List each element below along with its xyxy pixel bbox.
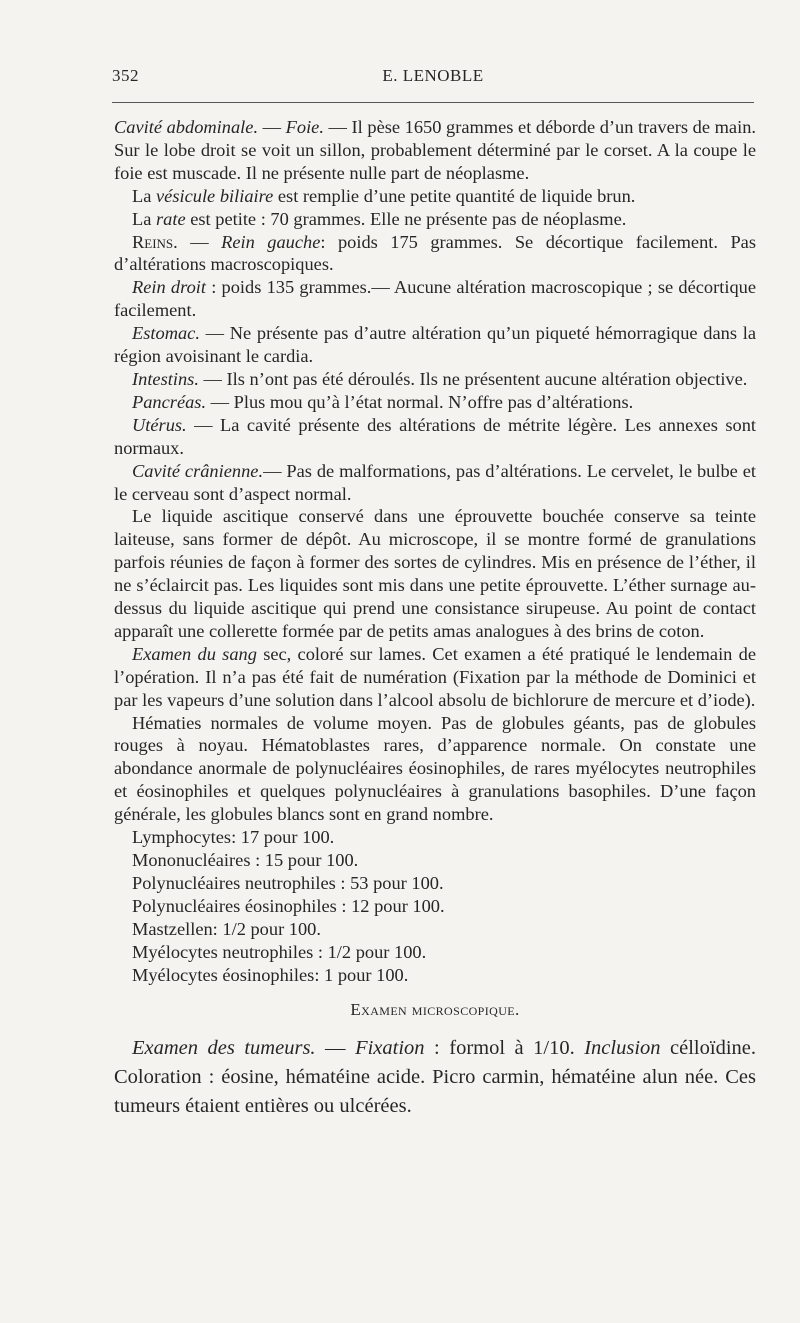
paragraph-uterus (114, 414, 756, 460)
italic-run: Rein gauche (221, 231, 321, 252)
paragraph-spleen (114, 208, 756, 231)
section-title: Examen microscopique. (350, 1000, 520, 1020)
blood-count-list (114, 826, 756, 986)
small-caps-run: Reins. (132, 231, 178, 252)
paragraph-gallbladder (114, 185, 756, 208)
text-run: — (258, 117, 286, 137)
text-run: : formol à 1/10. (424, 1037, 585, 1060)
italic-run: rate (156, 208, 186, 229)
text-run: — Il pèse 1650 grammes et déborde d’un travers de main. Sur le lobe droit se voit un sillon, probablement déterminé par le corset. A la coupe le foie est muscade. Il ne présente nulle part de néoplasme. (114, 117, 756, 183)
italic-run: Rein droit (132, 277, 206, 298)
text-run: — (315, 1037, 356, 1060)
italic-run: Examen du sang (132, 643, 257, 664)
italic-run: Pancréas. (132, 391, 207, 412)
text-run: — Pas de malformations, pas d’altérations. Le cervelet, le bulbe et le cerveau sont d’aspect normal. (114, 460, 756, 504)
paragraph-intestines (114, 368, 756, 391)
paragraph-hematies (114, 712, 756, 827)
list-item: Mononucléaires : 15 pour 100. (132, 850, 359, 870)
italic-run: Cavité crânienne. (132, 460, 264, 481)
running-title: E. LENOBLE (382, 66, 484, 85)
italic-run: Inclusion (584, 1037, 661, 1060)
paragraph-kidneys (114, 231, 756, 277)
text-run: est remplie d’une petite quantité de liquide brun. (273, 185, 636, 206)
italic-run: Cavité abdominale. (114, 117, 259, 137)
text-run: — Ne présente pas d’autre altération qu’un piqueté hémorragique dans la région avoisinant le cardia. (114, 323, 756, 367)
text-run: : poids 135 grammes.— Aucune altération macroscopique ; se décortique facilement. (114, 277, 756, 321)
text-run: célloïdine. Coloration : éosine, hématéine acide. Picro carmin, hématéine alun née. Ces tumeurs étaient entières ou ulcérées. (114, 1037, 756, 1118)
text-run: — Plus mou qu’à l’état normal. N’offre pas d’altérations. (206, 391, 634, 412)
list-item: Lymphocytes: 17 pour 100. (132, 827, 335, 848)
page-body (114, 116, 756, 1121)
text-run: : poids 175 grammes. Se décortique facilement. Pas d’altérations macroscopiques. (114, 231, 756, 275)
italic-run: Fixation (355, 1037, 425, 1060)
page-number: 352 (112, 66, 139, 85)
italic-run: Utérus. (132, 414, 187, 435)
list-item: Myélocytes éosinophiles: 1 pour 100. (132, 964, 409, 985)
text-run: La (132, 208, 156, 229)
text-run: — La cavité présente des altérations de métrite légère. Les annexes sont normaux. (114, 414, 756, 458)
text-run: sec, coloré sur lames. Cet examen a été pratiqué le lendemain de l’opération. Il n’a pas été fait de numération (Fixation par la méthode de Dominici et par les vapeurs d’une solution dans l’alcool absolu de bichlorure de mercure et d’iode). (114, 643, 756, 710)
running-header (112, 64, 754, 90)
paragraph-abdominal (114, 116, 756, 185)
italic-run: Intestins. (132, 368, 199, 389)
list-item: Polynucléaires neutrophiles : 53 pour 100. (132, 872, 444, 893)
paragraph-stomach (114, 322, 756, 368)
italic-run: Examen des tumeurs. (132, 1037, 316, 1060)
text-run: Le liquide ascitique conservé dans une éprouvette bouchée conserve sa teinte laiteuse, sans former de dépôt. Au microscope, il se montre formé de granulations parfois réunies de façon à former des sortes de cylindres. Mis en présence de l’éther, il ne s’éclaircit pas. Les liquides sont mis dans une petite éprouvette. L’éther surnage au-dessus du liquide ascitique qui prend une consistance sirupeuse. Au point de contact apparaît une collerette formée par de petits amas analogues à des brins de coton. (114, 506, 756, 641)
paragraph-cranial (114, 460, 756, 506)
italic-run: vésicule biliaire (156, 185, 274, 206)
text-run: La (132, 185, 156, 206)
list-item: Mastzellen: 1/2 pour 100. (132, 918, 321, 939)
paragraph-right-kidney (114, 276, 756, 322)
text-run: — Ils n’ont pas été déroulés. Ils ne présentent aucune altération objective. (198, 368, 748, 389)
text-run: — (177, 231, 222, 252)
italic-run: Estomac. (132, 323, 200, 344)
paragraph-ascitic-fluid (114, 505, 756, 642)
list-item: Polynucléaires éosinophiles : 12 pour 100. (132, 895, 445, 916)
italic-run: Foie. (285, 117, 324, 137)
paragraph-tumors (114, 1034, 756, 1121)
paragraph-blood-exam (114, 643, 756, 712)
header-rule (112, 102, 754, 103)
paragraph-pancreas (114, 391, 756, 414)
text-run: est petite : 70 grammes. Elle ne présente pas de néoplasme. (185, 208, 627, 229)
text-run: Hématies normales de volume moyen. Pas de globules géants, pas de globules rouges à noyau. Hématoblastes rares, d’apparence normale. On constate une abondance anormale de polynucléaires éosinophiles, de rares myélocytes neutrophiles et éosinophiles et quelques polynucléaires à granulations basophiles. D’une façon générale, les globules blancs sont en grand nombre. (114, 712, 756, 825)
list-item: Myélocytes neutrophiles : 1/2 pour 100. (132, 941, 427, 962)
